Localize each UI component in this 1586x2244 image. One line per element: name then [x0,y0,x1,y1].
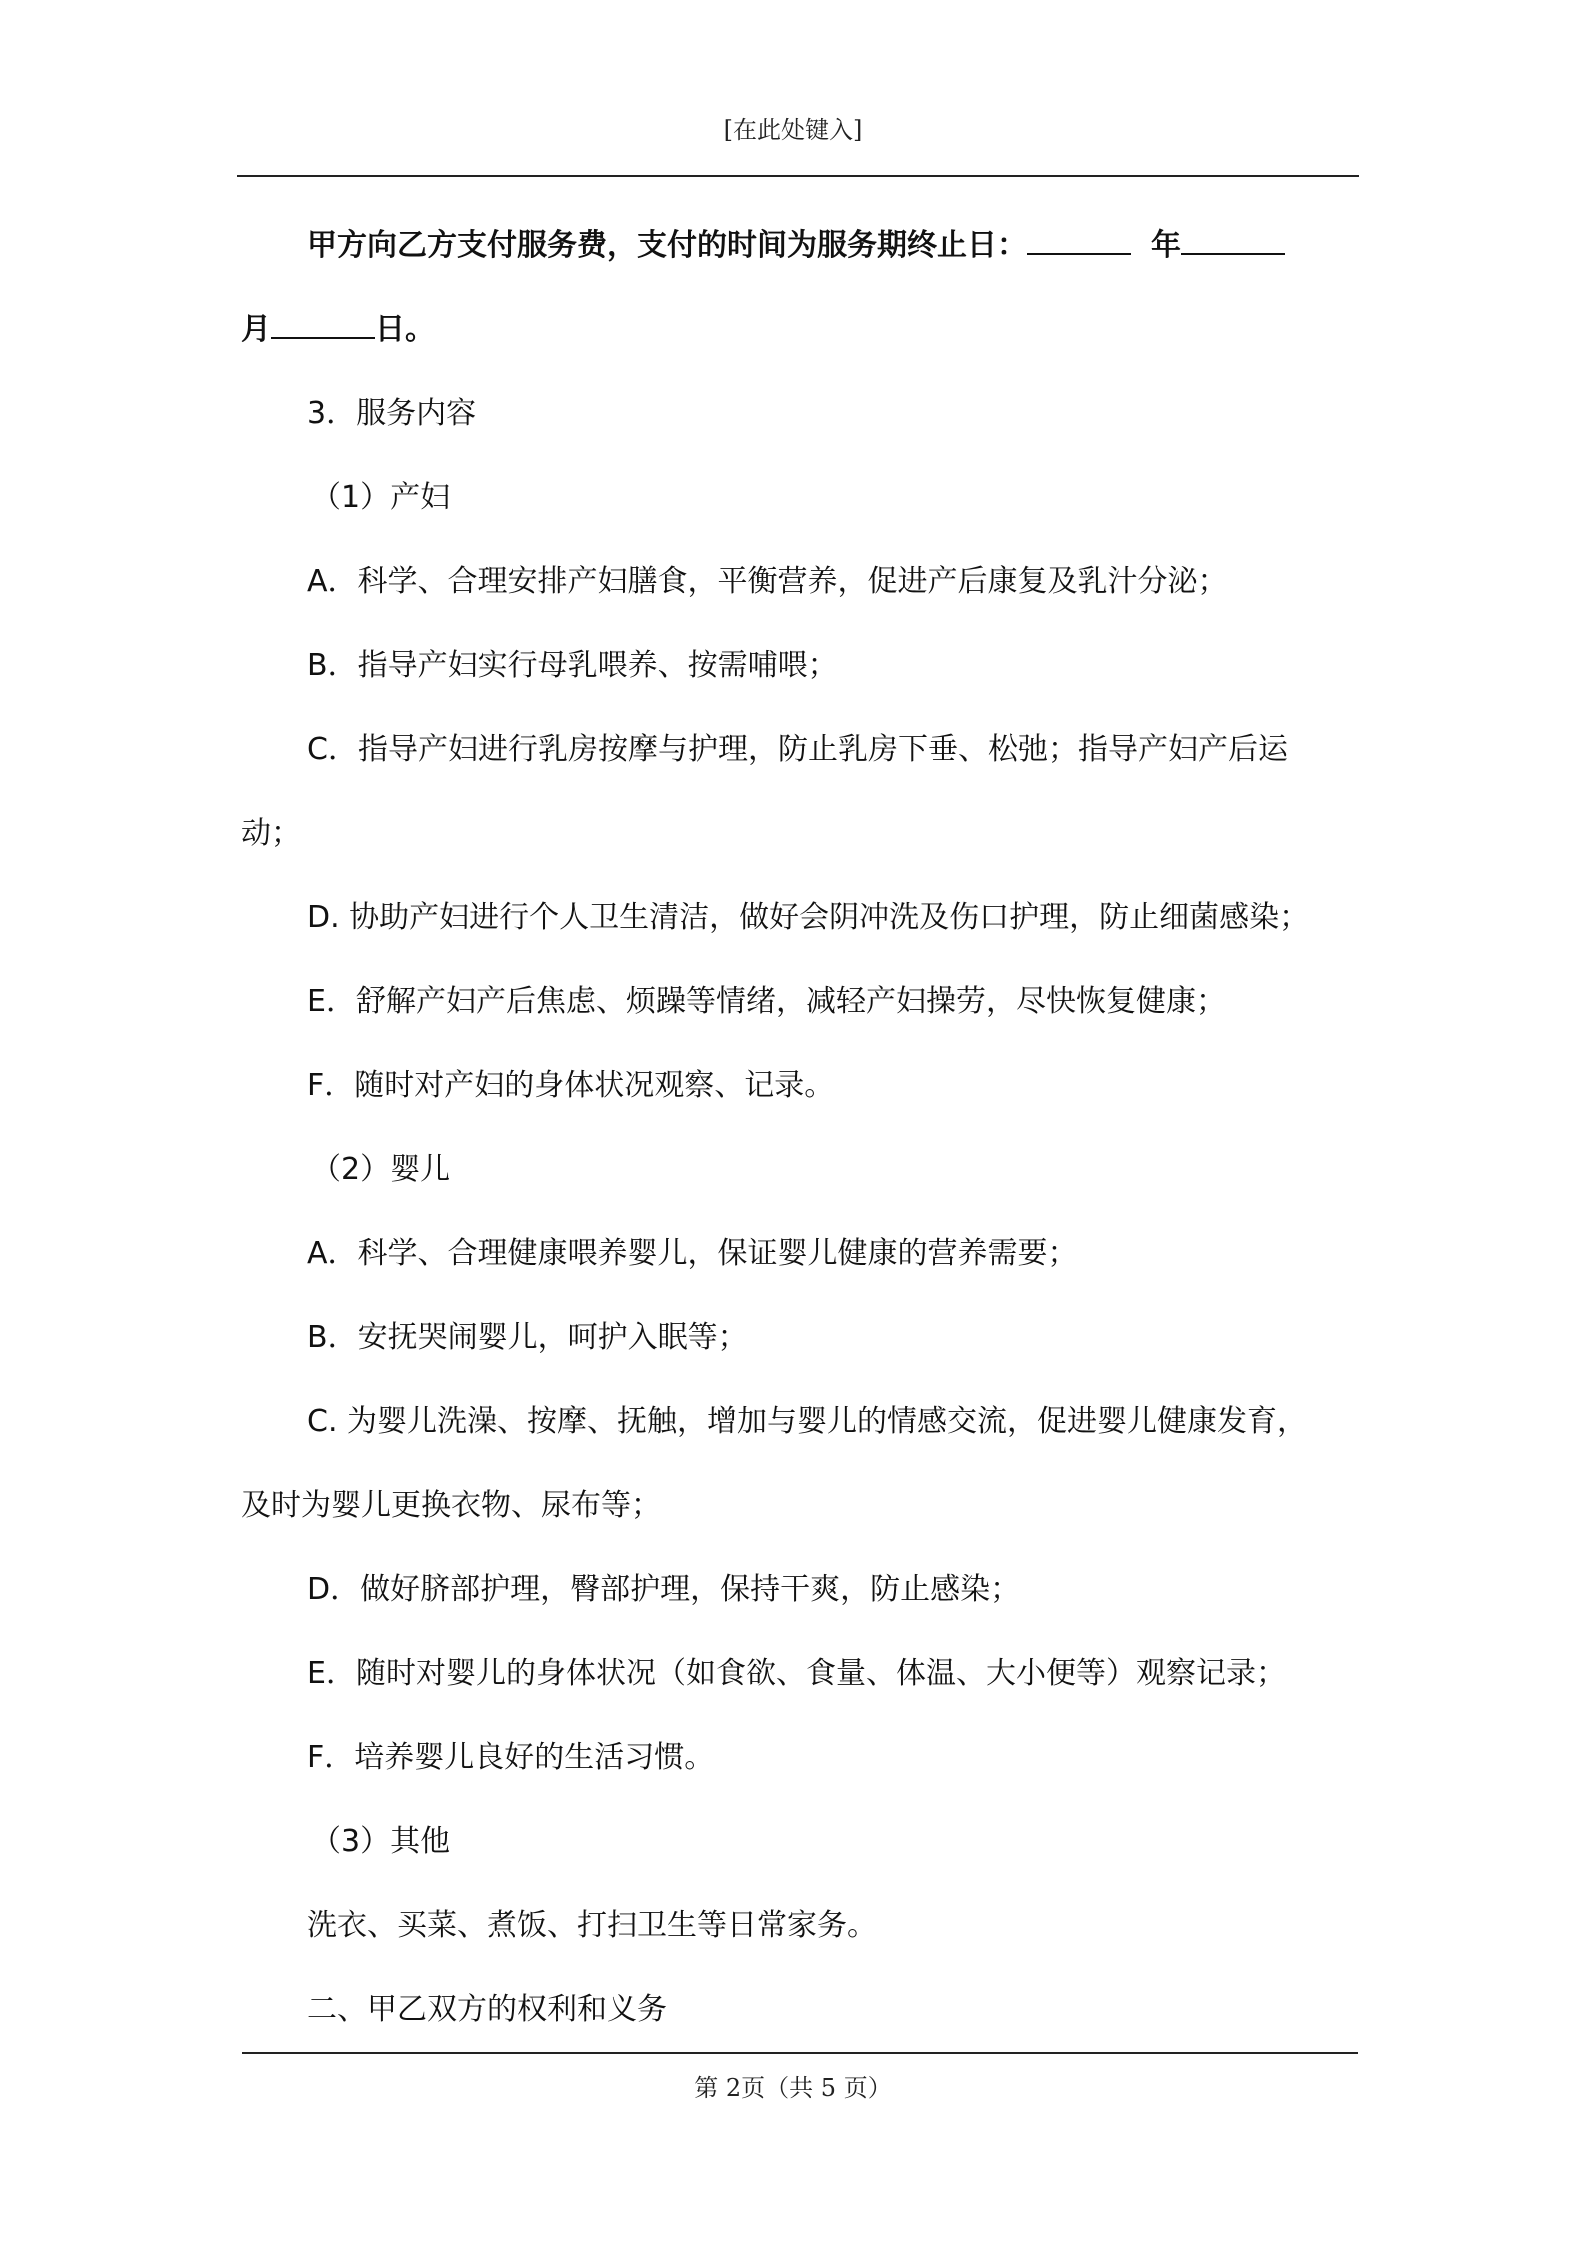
list-item: A．科学、合理安排产妇膳食，平衡营养，促进产后康复及乳汁分泌； [307,564,1228,599]
list-item: E．随时对婴儿的身体状况（如食欲、食量、体温、大小便等）观察记录； [307,1656,1286,1691]
page-header: [在此处键入] [723,116,863,144]
list-item-continuation: 及时为婴儿更换衣物、尿布等； [241,1488,661,1523]
payment-month-blank[interactable] [1181,227,1285,255]
payment-year-label: 年 [1151,228,1181,263]
list-item: C．指导产妇进行乳房按摩与护理，防止乳房下垂、松弛；指导产妇产后运 [307,732,1288,767]
list-item: D．做好脐部护理，臀部护理，保持干爽，防止感染； [307,1572,1021,1607]
document-body [241,204,1357,2052]
list-item: C. 为婴儿洗澡、按摩、抚触，增加与婴儿的情感交流，促进婴儿健康发育， [307,1404,1308,1439]
header-divider [237,175,1359,177]
list-item: A．科学、合理健康喂养婴儿，保证婴儿健康的营养需要； [307,1236,1078,1271]
payment-year-blank[interactable] [1027,227,1131,255]
payment-day-label: 日。 [375,312,435,347]
list-item: B．指导产妇实行母乳喂养、按需哺喂； [307,648,838,683]
footer-divider [242,2052,1358,2054]
list-item: B．安抚哭闹婴儿，呵护入眠等； [307,1320,748,1355]
list-item: E．舒解产妇产后焦虑、烦躁等情绪，减轻产妇操劳，尽快恢复健康； [307,984,1226,1019]
list-item: 洗衣、买菜、煮饭、打扫卫生等日常家务。 [307,1908,877,1943]
payment-month-label: 月 [241,312,271,347]
list-item: F．培养婴儿良好的生活习惯。 [307,1740,715,1775]
payment-line-cont [241,288,1357,372]
list-item-continuation: 动； [241,816,301,851]
payment-day-blank[interactable] [271,311,375,339]
page-footer: 第 2页（共 5 页） [694,2074,892,2102]
payment-line [241,204,1357,288]
list-item: F．随时对产妇的身体状况观察、记录。 [307,1068,835,1103]
list-item: D. 协助产妇进行个人卫生清洁，做好会阴冲洗及伤口护理，防止细菌感染； [307,900,1310,935]
subsection-heading: （2）婴儿 [311,1152,451,1187]
subsection-heading: （1）产妇 [311,480,451,515]
section-heading: 3．服务内容 [307,396,477,431]
payment-text: 甲方向乙方支付服务费，支付的时间为服务期终止日： [307,228,1027,263]
section-heading: 二、甲乙双方的权利和义务 [307,1992,667,2027]
subsection-heading: （3）其他 [311,1824,451,1859]
